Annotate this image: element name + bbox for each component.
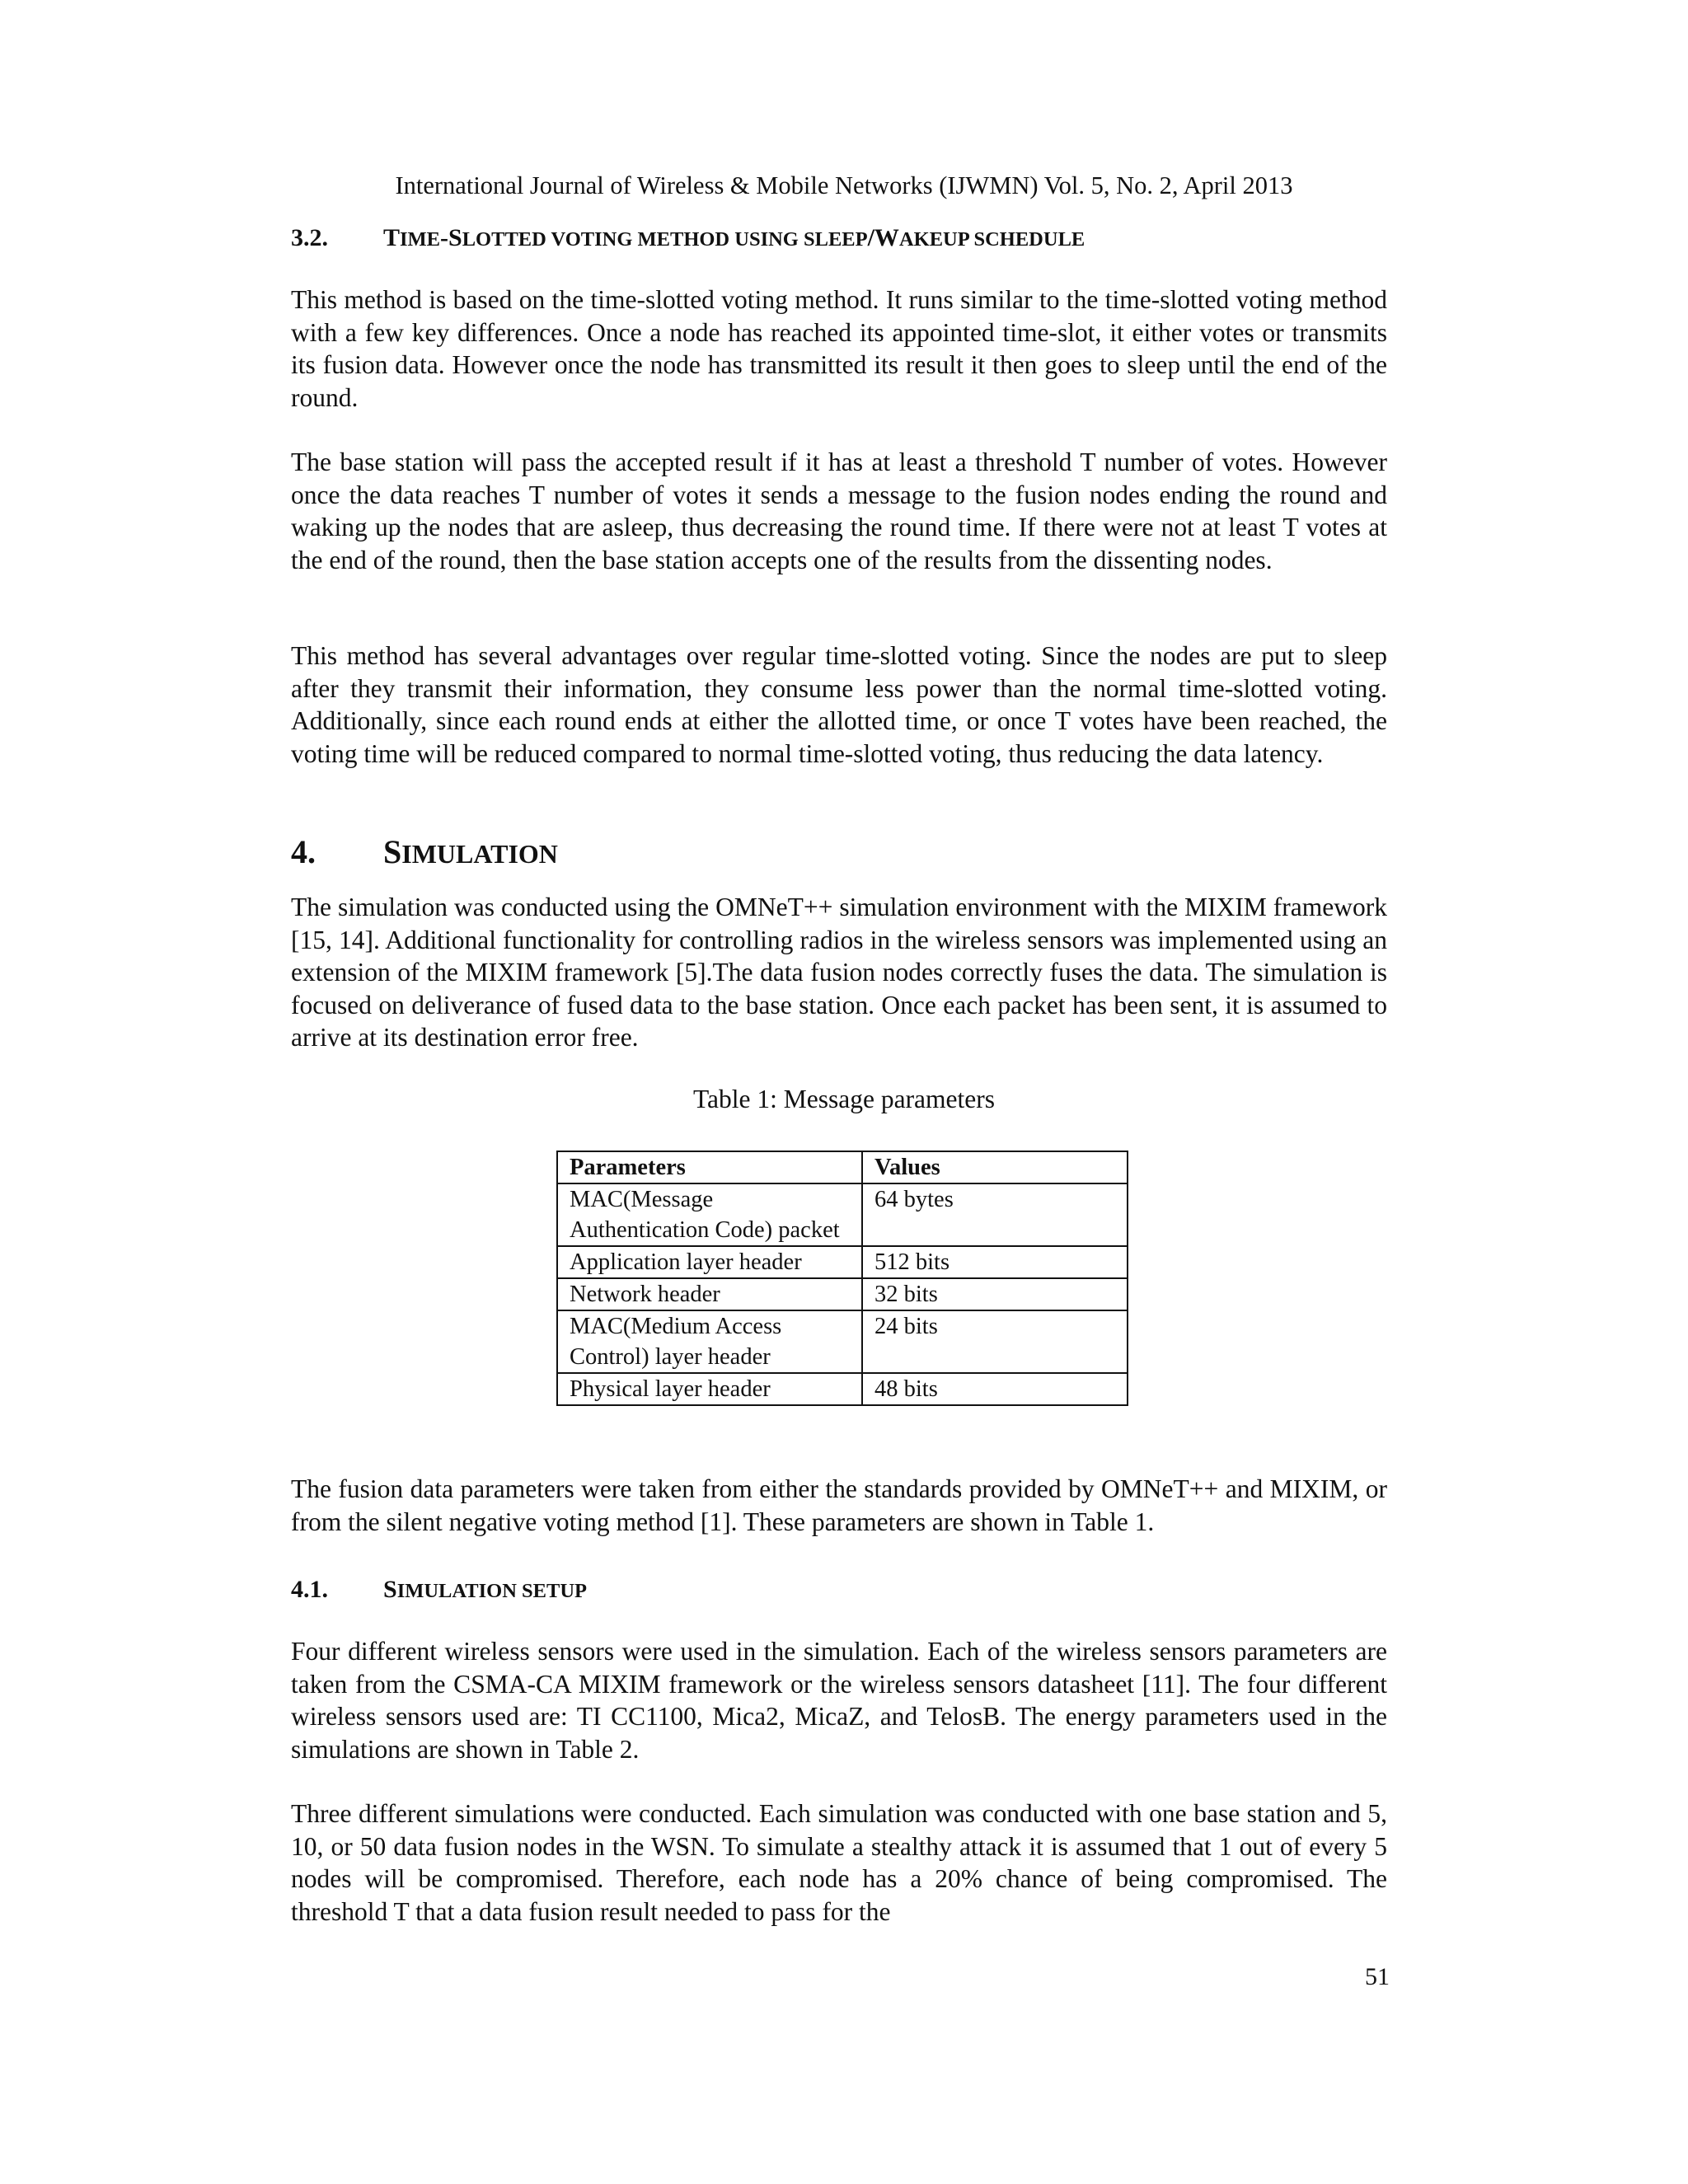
- section-title: SIMULATION: [383, 833, 558, 870]
- table-cell: 24 bits: [862, 1310, 1128, 1373]
- section-title: TIME-SLOTTED VOTING METHOD USING SLEEP/WAKEUP SCHEDULE: [383, 224, 1085, 251]
- paragraph: [291, 640, 1387, 770]
- paragraph-text: The base station will pass the accepted result if it has at least a threshold T number of votes. However once the data reaches T number of votes it sends a message to the fusion nodes ending the round and waking up the nodes that are asleep, thus decreasing the round time. If there were not at least T votes at the end of the round, then the base station accepts one of the results from the dissenting nodes.: [291, 448, 1387, 574]
- message-parameters-table: [556, 1151, 1128, 1406]
- table-cell: 32 bits: [862, 1278, 1128, 1310]
- table-cell: MAC(Medium Access Control) layer header: [557, 1310, 862, 1373]
- table-cell: 48 bits: [862, 1373, 1128, 1405]
- paragraph: [291, 446, 1387, 576]
- paragraph-text: The simulation was conducted using the OMNeT++ simulation environment with the MIXIM framework [15, 14]. Additional functionality for controlling radios in the wireless sensors was implemented using an extension of the MIXIM framework [5].The data fusion nodes correctly fuses the data. The simulation is focused on deliverance of fused data to the base station. Once each packet has been sent, it is assumed to arrive at its destination error free.: [291, 893, 1387, 1052]
- table-cell: Physical layer header: [557, 1373, 862, 1405]
- table-row: [557, 1278, 1128, 1310]
- table-row: [557, 1246, 1128, 1278]
- section-title: SIMULATION SETUP: [383, 1576, 587, 1603]
- paragraph: [291, 1797, 1387, 1928]
- paragraph-text: This method is based on the time-slotted voting method. It runs similar to the time-slotted voting method with a few key differences. Once a node has reached its appointed time-slot, it either votes or transmits its fusion data. However once the node has transmitted its result it then goes to sleep until the end of the round.: [291, 285, 1387, 412]
- table-header-row: [557, 1151, 1128, 1183]
- table-cell: 512 bits: [862, 1246, 1128, 1278]
- page-number: 51: [1365, 1963, 1390, 1990]
- paragraph: [291, 891, 1387, 1054]
- table-row: [557, 1373, 1128, 1405]
- column-header: Values: [862, 1151, 1128, 1183]
- paragraph: [291, 1473, 1387, 1538]
- running-header: International Journal of Wireless & Mobile Networks (IJWMN) Vol. 5, No. 2, April 2013: [395, 171, 1293, 199]
- table-cell: Network header: [557, 1278, 862, 1310]
- paragraph: [291, 1635, 1387, 1765]
- section-number: 4.: [291, 833, 316, 870]
- paragraph-text: Four different wireless sensors were used in the simulation. Each of the wireless sensors parameters are taken from the CSMA-CA MIXIM framework or the wireless sensors datasheet [11]. The four different wireless sensors used are: TI CC1100, Mica2, MicaZ, and TelosB. The energy parameters used in the simulations are shown in Table 2.: [291, 1637, 1387, 1764]
- table-row: [557, 1310, 1128, 1373]
- table-cell: Application layer header: [557, 1246, 862, 1278]
- section-number: 3.2.: [291, 224, 328, 251]
- table-caption: Table 1: Message parameters: [692, 1085, 996, 1113]
- table-row: [557, 1183, 1128, 1246]
- paragraph-text: This method has several advantages over regular time-slotted voting. Since the nodes are put to sleep after they transmit their information, they consume less power than the normal time-slotted voting. Additionally, since each round ends at either the allotted time, or once T votes have been reached, the voting time will be reduced compared to normal time-slotted voting, thus reducing the data latency.: [291, 641, 1387, 768]
- paragraph: [291, 284, 1387, 414]
- paragraph-text: The fusion data parameters were taken from either the standards provided by OMNeT++ and MIXIM, or from the silent negative voting method [1]. These parameters are shown in Table 1.: [291, 1474, 1387, 1536]
- paragraph-text: Three different simulations were conducted. Each simulation was conducted with one base station and 5, 10, or 50 data fusion nodes in the WSN. To simulate a stealthy attack it is assumed that 1 out of every 5 nodes will be compromised. Therefore, each node has a 20% chance of being compromised. The threshold T that a data fusion result needed to pass for the: [291, 1799, 1387, 1926]
- table-cell: 64 bytes: [862, 1183, 1128, 1246]
- column-header: Parameters: [557, 1151, 862, 1183]
- section-number: 4.1.: [291, 1576, 328, 1603]
- table-cell: MAC(Message Authentication Code) packet: [557, 1183, 862, 1246]
